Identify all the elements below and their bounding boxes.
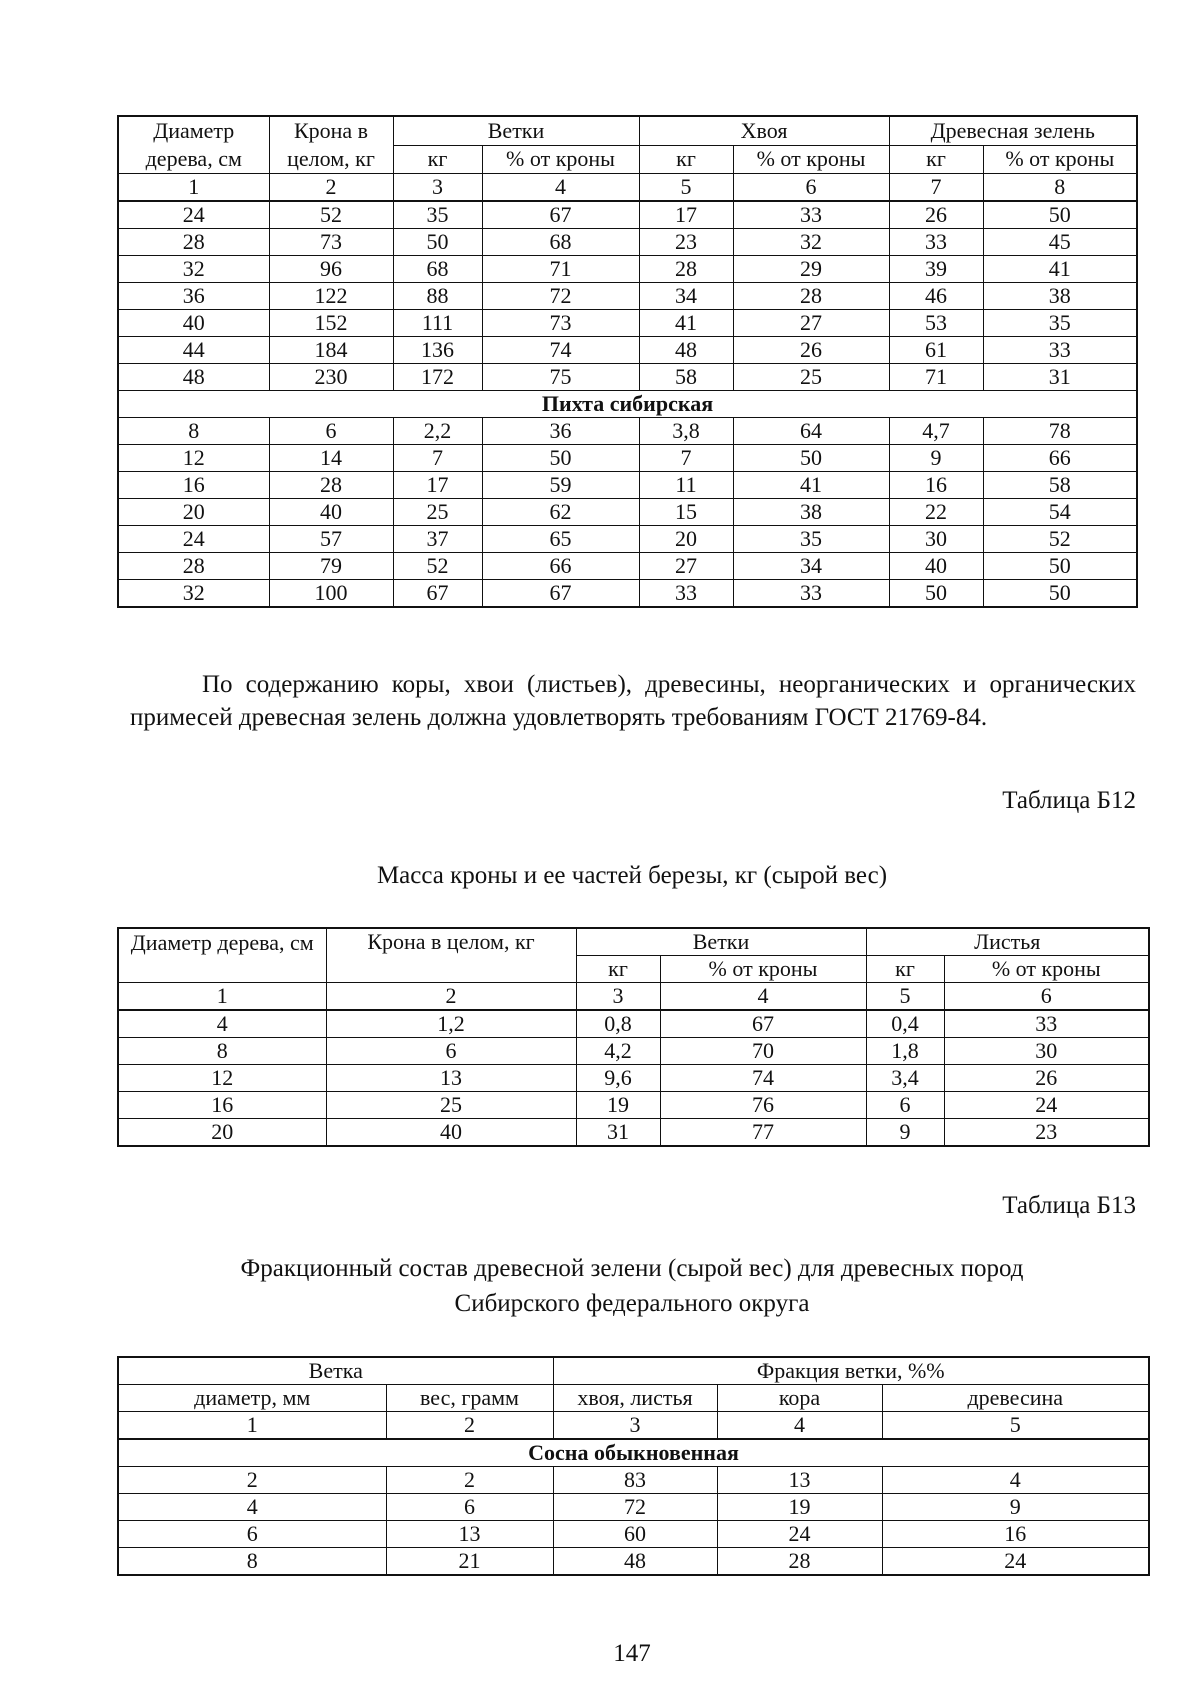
table-cell: 29 [733, 256, 889, 283]
table-cell: 3,8 [639, 418, 733, 445]
table-cell: 230 [269, 364, 393, 391]
table-cell: 28 [733, 283, 889, 310]
table-body [118, 1467, 1149, 1576]
paragraph-text: По содержанию коры, хвои (листьев), древесины, неорганических и органических примесей древесная зелень должна удовлетворять требованиям ГОСТ 21769-84. [130, 671, 1136, 731]
table-cell: 2 [118, 1467, 386, 1494]
table-cell: 14 [269, 445, 393, 472]
table-cell: 50 [983, 553, 1137, 580]
table-row [118, 445, 1137, 472]
table-cell: 122 [269, 283, 393, 310]
table-cell: 28 [639, 256, 733, 283]
table-cell: 0,4 [866, 1010, 944, 1038]
table-cell: 26 [733, 337, 889, 364]
table-cell: 50 [983, 580, 1137, 608]
table-cell: 76 [660, 1092, 866, 1119]
table-cell: 0,8 [576, 1010, 660, 1038]
table-row [118, 1092, 1149, 1119]
header-pct: % от кроны [944, 956, 1149, 983]
table-cell: 68 [482, 229, 639, 256]
table-cell: 31 [983, 364, 1137, 391]
table-cell: 8 [118, 418, 269, 445]
table-cell: 88 [393, 283, 482, 310]
header-needles-leaves: хвоя, листья [553, 1385, 717, 1412]
header-kg: кг [393, 145, 482, 174]
table-cell: 2 [386, 1467, 553, 1494]
column-numbers-row [118, 174, 1137, 202]
table-cell: 27 [639, 553, 733, 580]
table-cell: 184 [269, 337, 393, 364]
table-cell: 22 [889, 499, 983, 526]
table-row [118, 1065, 1149, 1092]
table-cell: 6 [866, 1092, 944, 1119]
table-row [118, 201, 1137, 229]
table-cell: 50 [983, 201, 1137, 229]
table-cell: 50 [889, 580, 983, 608]
table-cell: 79 [269, 553, 393, 580]
column-number: 4 [717, 1412, 882, 1440]
table-label-b12: Таблица Б12 [1002, 787, 1136, 814]
header-kg: кг [576, 956, 660, 983]
table-cell: 9 [889, 445, 983, 472]
table-cell: 30 [889, 526, 983, 553]
table-cell: 6 [118, 1521, 386, 1548]
table-birch-crown-mass [117, 927, 1150, 1147]
header-kg: кг [639, 145, 733, 174]
table-cell: 13 [326, 1065, 576, 1092]
table-cell: 41 [639, 310, 733, 337]
table-cell: 48 [553, 1548, 717, 1576]
table-cell: 72 [482, 283, 639, 310]
table-title-b12: Масса кроны и ее частей березы, кг (сырой вес) [376, 862, 888, 889]
table-cell: 28 [118, 553, 269, 580]
table-cell: 59 [482, 472, 639, 499]
table-cell: 7 [393, 445, 482, 472]
table-cell: 25 [393, 499, 482, 526]
table-cell: 31 [576, 1119, 660, 1147]
table-body-b [118, 418, 1137, 608]
table-cell: 78 [983, 418, 1137, 445]
table-cell: 66 [983, 445, 1137, 472]
table-cell: 70 [660, 1038, 866, 1065]
table-row [118, 229, 1137, 256]
table-cell: 40 [269, 499, 393, 526]
table-cell: 7 [639, 445, 733, 472]
table-row [118, 256, 1137, 283]
table-cell: 32 [733, 229, 889, 256]
table-row [118, 1119, 1149, 1147]
table-cell: 24 [944, 1092, 1149, 1119]
table-cell: 40 [326, 1119, 576, 1147]
table-row [118, 1494, 1149, 1521]
table-cell: 24 [882, 1548, 1149, 1576]
table-cell: 34 [733, 553, 889, 580]
header-leaves: Листья [866, 928, 1149, 956]
table-cell: 36 [118, 283, 269, 310]
table-cell: 61 [889, 337, 983, 364]
table-cell: 23 [639, 229, 733, 256]
table-cell: 35 [983, 310, 1137, 337]
table-cell: 24 [717, 1521, 882, 1548]
table-cell: 73 [269, 229, 393, 256]
table-row [118, 580, 1137, 608]
table-cell: 48 [639, 337, 733, 364]
table-cell: 75 [482, 364, 639, 391]
header-diameter: Диаметр дерева, см [118, 116, 269, 174]
table-cell: 24 [118, 201, 269, 229]
header-diameter: Диаметр дерева, см [118, 928, 326, 983]
table-cell: 4 [118, 1010, 326, 1038]
column-number: 2 [326, 983, 576, 1011]
header-fraction: Фракция ветки, %% [553, 1357, 1149, 1385]
table-crown-mass-continued [117, 115, 1138, 608]
table-cell: 52 [983, 526, 1137, 553]
column-number: 3 [553, 1412, 717, 1440]
gost-paragraph [130, 668, 1136, 734]
table-cell: 36 [482, 418, 639, 445]
header-crown-total: Крона в целом, кг [269, 116, 393, 174]
table-cell: 35 [393, 201, 482, 229]
table-cell: 3,4 [866, 1065, 944, 1092]
table-cell: 67 [482, 201, 639, 229]
table-row [118, 553, 1137, 580]
table-title-b13-line2: Сибирского федерального округа [454, 1290, 810, 1317]
table-cell: 33 [944, 1010, 1149, 1038]
table-row [118, 337, 1137, 364]
table-cell: 32 [118, 580, 269, 608]
table-cell: 37 [393, 526, 482, 553]
table-row [118, 310, 1137, 337]
table-cell: 100 [269, 580, 393, 608]
table-cell: 13 [386, 1521, 553, 1548]
table-cell: 33 [889, 229, 983, 256]
table-cell: 83 [553, 1467, 717, 1494]
table-cell: 20 [639, 526, 733, 553]
column-number: 7 [889, 174, 983, 202]
column-number: 5 [639, 174, 733, 202]
table-cell: 38 [733, 499, 889, 526]
table-cell: 71 [889, 364, 983, 391]
table-cell: 8 [118, 1548, 386, 1576]
table-row [118, 526, 1137, 553]
table-cell: 65 [482, 526, 639, 553]
header-wood: древесина [882, 1385, 1149, 1412]
table-cell: 24 [118, 526, 269, 553]
table-cell: 4 [118, 1494, 386, 1521]
table-cell: 2,2 [393, 418, 482, 445]
table-cell: 53 [889, 310, 983, 337]
column-number: 6 [733, 174, 889, 202]
table-cell: 50 [393, 229, 482, 256]
table-row [118, 418, 1137, 445]
table-cell: 72 [553, 1494, 717, 1521]
table-cell: 52 [269, 201, 393, 229]
table-cell: 74 [660, 1065, 866, 1092]
column-number: 1 [118, 983, 326, 1011]
header-pct: % от кроны [983, 145, 1137, 174]
table-cell: 111 [393, 310, 482, 337]
table-body [118, 1010, 1149, 1146]
table-cell: 40 [889, 553, 983, 580]
table-cell: 39 [889, 256, 983, 283]
table-cell: 67 [660, 1010, 866, 1038]
table-cell: 6 [269, 418, 393, 445]
column-number: 1 [118, 174, 269, 202]
table-cell: 50 [482, 445, 639, 472]
header-greenery: Древесная зелень [889, 116, 1137, 145]
table-cell: 20 [118, 499, 269, 526]
table-row [118, 1548, 1149, 1576]
table-cell: 35 [733, 526, 889, 553]
header-weight-g: вес, грамм [386, 1385, 553, 1412]
column-number: 4 [660, 983, 866, 1011]
column-numbers-row [118, 1412, 1149, 1440]
table-cell: 23 [944, 1119, 1149, 1147]
header-needles: Хвоя [639, 116, 889, 145]
table-cell: 28 [118, 229, 269, 256]
column-number: 3 [393, 174, 482, 202]
section-title-pine: Сосна обыкновенная [118, 1439, 1149, 1467]
table-cell: 66 [482, 553, 639, 580]
table-greenery-fraction [117, 1356, 1150, 1576]
column-number: 5 [866, 983, 944, 1011]
table-label-b13: Таблица Б13 [1002, 1192, 1136, 1219]
table-row [118, 499, 1137, 526]
table-cell: 40 [118, 310, 269, 337]
table-cell: 52 [393, 553, 482, 580]
table-row [118, 1010, 1149, 1038]
table-cell: 67 [482, 580, 639, 608]
table-cell: 9 [882, 1494, 1149, 1521]
header-kg: кг [866, 956, 944, 983]
table-body-a [118, 201, 1137, 391]
table-cell: 17 [393, 472, 482, 499]
table-cell: 41 [983, 256, 1137, 283]
table-cell: 30 [944, 1038, 1149, 1065]
column-number: 6 [944, 983, 1149, 1011]
table-cell: 28 [269, 472, 393, 499]
table-cell: 20 [118, 1119, 326, 1147]
header-bark: кора [717, 1385, 882, 1412]
table-cell: 9,6 [576, 1065, 660, 1092]
table-cell: 34 [639, 283, 733, 310]
section-row [118, 391, 1137, 418]
section-row [118, 1439, 1149, 1467]
table-cell: 45 [983, 229, 1137, 256]
table-cell: 19 [576, 1092, 660, 1119]
table-cell: 28 [717, 1548, 882, 1576]
header-pct: % от кроны [660, 956, 866, 983]
table-cell: 25 [326, 1092, 576, 1119]
table-cell: 16 [118, 472, 269, 499]
column-number: 4 [482, 174, 639, 202]
table-cell: 4 [882, 1467, 1149, 1494]
table-row [118, 1521, 1149, 1548]
header-row-1 [118, 116, 1137, 145]
table-cell: 62 [482, 499, 639, 526]
table-cell: 68 [393, 256, 482, 283]
table-cell: 16 [882, 1521, 1149, 1548]
header-diameter-mm: диаметр, мм [118, 1385, 386, 1412]
table-cell: 73 [482, 310, 639, 337]
column-number: 3 [576, 983, 660, 1011]
table-cell: 57 [269, 526, 393, 553]
column-number: 2 [386, 1412, 553, 1440]
header-row-2 [118, 1385, 1149, 1412]
table-row [118, 1038, 1149, 1065]
table-cell: 25 [733, 364, 889, 391]
table-cell: 9 [866, 1119, 944, 1147]
table-cell: 21 [386, 1548, 553, 1576]
column-numbers-row [118, 983, 1149, 1011]
table-cell: 58 [983, 472, 1137, 499]
column-number: 1 [118, 1412, 386, 1440]
table-cell: 41 [733, 472, 889, 499]
table-cell: 50 [733, 445, 889, 472]
header-pct: % от кроны [482, 145, 639, 174]
table-cell: 26 [889, 201, 983, 229]
table-cell: 46 [889, 283, 983, 310]
table-cell: 19 [717, 1494, 882, 1521]
table-cell: 44 [118, 337, 269, 364]
table-cell: 15 [639, 499, 733, 526]
table-cell: 26 [944, 1065, 1149, 1092]
table-cell: 48 [118, 364, 269, 391]
table-cell: 60 [553, 1521, 717, 1548]
table-cell: 11 [639, 472, 733, 499]
table-cell: 16 [889, 472, 983, 499]
table-row [118, 283, 1137, 310]
table-cell: 38 [983, 283, 1137, 310]
page-number: 147 [613, 1640, 651, 1667]
table-cell: 33 [733, 201, 889, 229]
table-title-b13-line1: Фракционный состав древесной зелени (сырой вес) для древесных пород [240, 1255, 1024, 1282]
table-cell: 6 [326, 1038, 576, 1065]
column-number: 8 [983, 174, 1137, 202]
column-number: 2 [269, 174, 393, 202]
table-cell: 16 [118, 1092, 326, 1119]
table-row [118, 364, 1137, 391]
table-cell: 74 [482, 337, 639, 364]
header-kg: кг [889, 145, 983, 174]
table-cell: 136 [393, 337, 482, 364]
header-pct: % от кроны [733, 145, 889, 174]
table-cell: 13 [717, 1467, 882, 1494]
table-cell: 1,8 [866, 1038, 944, 1065]
table-cell: 17 [639, 201, 733, 229]
table-cell: 12 [118, 445, 269, 472]
header-branches: Ветки [393, 116, 639, 145]
header-row-1 [118, 928, 1149, 956]
header-row-1 [118, 1357, 1149, 1385]
header-crown-total: Крона в целом, кг [326, 928, 576, 983]
header-branch: Ветка [118, 1357, 553, 1385]
table-cell: 4,7 [889, 418, 983, 445]
table-cell: 1,2 [326, 1010, 576, 1038]
table-cell: 71 [482, 256, 639, 283]
table-cell: 8 [118, 1038, 326, 1065]
table-cell: 33 [639, 580, 733, 608]
table-cell: 12 [118, 1065, 326, 1092]
table-cell: 64 [733, 418, 889, 445]
table-cell: 32 [118, 256, 269, 283]
table-row [118, 472, 1137, 499]
table-cell: 96 [269, 256, 393, 283]
header-branches: Ветки [576, 928, 866, 956]
table-cell: 58 [639, 364, 733, 391]
table-cell: 4,2 [576, 1038, 660, 1065]
table-cell: 54 [983, 499, 1137, 526]
table-cell: 67 [393, 580, 482, 608]
section-title-fir: Пихта сибирская [118, 391, 1137, 418]
table-cell: 6 [386, 1494, 553, 1521]
table-cell: 27 [733, 310, 889, 337]
table-row [118, 1467, 1149, 1494]
table-cell: 152 [269, 310, 393, 337]
column-number: 5 [882, 1412, 1149, 1440]
table-cell: 33 [983, 337, 1137, 364]
table-cell: 172 [393, 364, 482, 391]
table-cell: 33 [733, 580, 889, 608]
table-cell: 77 [660, 1119, 866, 1147]
